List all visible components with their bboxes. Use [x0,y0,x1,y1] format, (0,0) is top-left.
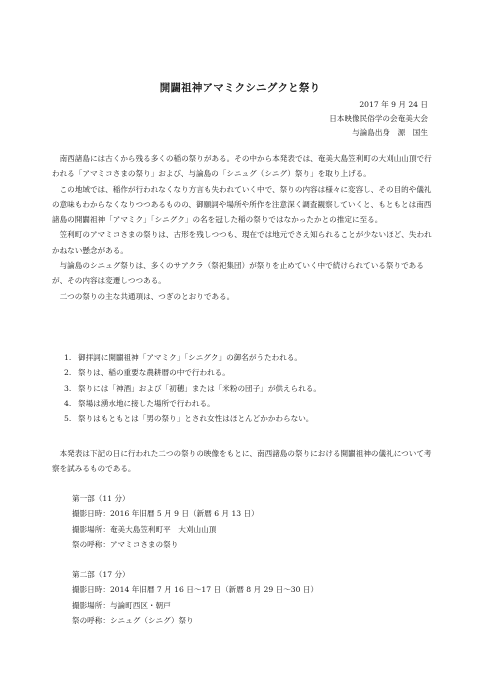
list-item [64,350,434,365]
list-text: 祭場は湧水地に接した場所で行われる。 [78,398,215,408]
list-text: 御拝詞に開闢祖神「アマミク」「シニグク」の御名がうたわれる。 [78,353,303,362]
paragraph: 与論島のシニュグ祭りは、多くのサアクラ（祭祀集団）が祭りを止めていく中で続けられている祭りであるが、その内容は変遷しつつある。 [52,261,424,286]
list-text: 祭りには「神酒」および「初穂」または「米粉の団子」が供えられる。 [78,383,321,393]
part-heading: 第一部（11 分） [72,494,130,503]
list-item [64,411,434,426]
author-name: 与論島出身 源 国生 [352,128,428,137]
part-place: 撮影場所：与論町西区・朝戸 [72,600,171,610]
organization-name: 日本映像民俗学の会奄美大会 [329,114,428,123]
list-item [64,381,434,396]
part-one [72,491,422,552]
list-number: 2. [64,368,72,378]
paragraph: この地域では、稲作が行われなくなり方言も失われていく中で、祭りの内容は様々に変容し、その目的や儀礼の意味もわからなくなりつつあるものの、御願詞や場所や所作を注意深く調査観察していくと、もともとは南西諸島の開闢祖神「アマミク」「シニグク」の名を冠した稲の祭りではなかったかとの推定に至る。 [52,184,432,225]
list-number: 3. [64,383,72,393]
part-two [72,567,422,628]
paragraph: 南西諸島には古くから残る多くの稲の祭りがある。その中から本発表では、奄美大島笠利町の大刈山山頂で行われる「アマミコさまの祭り」および、与論島の「シニュグ（シニグ）祭り」を取り上げる。 [52,154,432,179]
body-intro [52,151,432,304]
list-item [64,396,434,411]
list-number: 5. [64,414,72,424]
list-number: 1. [64,353,72,362]
part-festival-name: 祭の呼称：シニュグ（シニグ）祭り [72,615,194,625]
list-item [64,365,434,380]
paragraph: 本発表は下記の日に行われた二つの祭りの映像をもとに、南西諸島の祭りにおける開闢祖神の儀礼について考察を試みるものである。 [52,449,432,474]
list-text: 祭りは、稲の重要な農耕暦の中で行われる。 [78,368,230,378]
part-heading: 第二部（17 分） [72,570,130,579]
part-festival-name: 祭の呼称：アマミコさまの祭り [72,539,179,549]
document-title: 開闢祖神アマミクシニグクと祭り [159,82,321,94]
part-place: 撮影場所：奄美大島笠利町平 大刈山山頂 [72,524,217,534]
closing-paragraph [52,446,432,477]
list-number: 4. [64,398,72,408]
paragraph: 二つの祭りの主な共通項は、つぎのとおりである。 [59,291,235,301]
paragraph: 笠利町のアマミコさまの祭りは、古形を残しつつも、現在では地元でさえ知られることが少ないほど、失われかねない懸念がある。 [52,230,432,255]
part-date: 撮影日時：2016 年旧暦 5 月 9 日（新暦 6 月 13 日） [72,509,259,519]
document-date: 2017 年 9 月 24 日 [359,100,428,109]
part-date: 撮影日時：2014 年旧暦 7 月 16 日～17 日（新暦 8 月 29 日～30 日） [72,585,319,595]
list-text: 祭りはもともとは「男の祭り」とされ女性はほとんどかかわらない。 [78,414,314,424]
common-points-list [64,350,434,426]
